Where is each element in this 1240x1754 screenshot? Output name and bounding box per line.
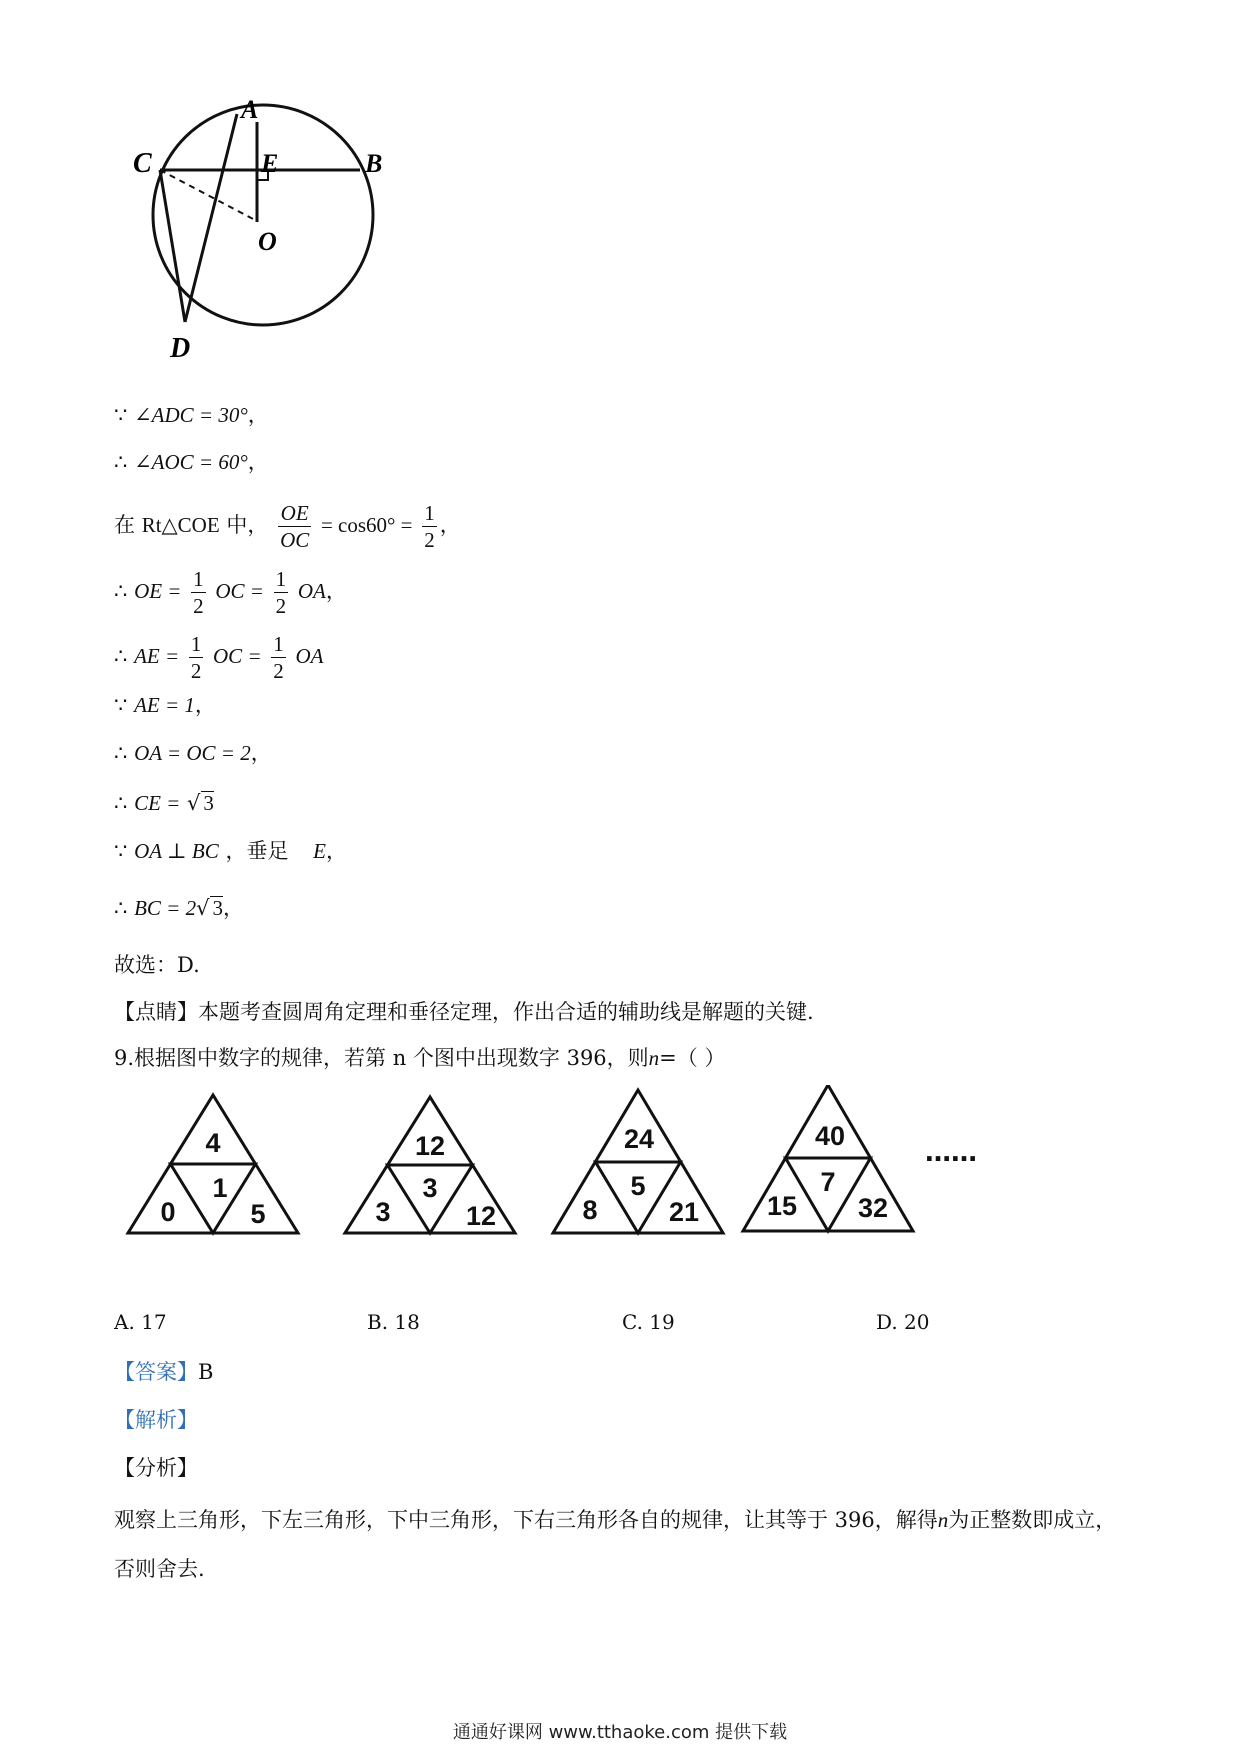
because-symbol: ∵ xyxy=(114,839,128,863)
math-expression: OA xyxy=(295,644,324,668)
punctuation: ， xyxy=(250,741,272,765)
triangle-1-left: 0 xyxy=(160,1197,176,1227)
triangle-pattern-figure xyxy=(125,1085,1015,1245)
solution-line-1 xyxy=(114,400,269,430)
triangle-4-left: 15 xyxy=(766,1191,798,1221)
triangle-1-center: 1 xyxy=(212,1173,228,1203)
fenxi-text-line-2 xyxy=(114,1554,205,1584)
triangle-1-right: 5 xyxy=(250,1199,266,1229)
punctuation: ， xyxy=(439,513,461,537)
solution-line-5 xyxy=(114,628,323,684)
triangle-4-top: 40 xyxy=(814,1121,846,1151)
therefore-symbol: ∴ xyxy=(114,579,128,603)
fraction-denominator: 2 xyxy=(275,594,287,618)
option-a[interactable]: A. 17 xyxy=(114,1310,167,1334)
fraction-denominator: 2 xyxy=(273,659,284,683)
therefore-symbol: ∴ xyxy=(114,791,128,815)
question-line xyxy=(114,1043,725,1073)
label-b: B xyxy=(365,149,383,178)
triangle-3-top: 24 xyxy=(623,1124,655,1154)
fenxi-heading-line xyxy=(114,1453,198,1483)
solution-line-7 xyxy=(114,738,272,768)
punctuation: ， xyxy=(325,579,347,603)
segment-ad xyxy=(185,114,237,322)
math-expression: ∠ADC = 30° xyxy=(134,403,248,427)
math-expression: OA ⊥ BC xyxy=(134,839,219,863)
triangle-figure-4 xyxy=(743,1085,913,1231)
text-prefix: 在 xyxy=(114,513,135,537)
label-c: C xyxy=(133,148,152,179)
analysis-tag: 【解析】 xyxy=(114,1408,198,1432)
solution-line-10 xyxy=(114,893,244,923)
footer-text: 通通好课网 www.tthaoke.com 提供下载 xyxy=(452,1722,788,1743)
punctuation: ， xyxy=(325,839,347,863)
triangle-2-left: 3 xyxy=(375,1197,391,1227)
fraction-numerator: OE xyxy=(278,500,311,527)
triangle-figure-1 xyxy=(128,1095,298,1233)
math-expression: = cos60° = xyxy=(320,513,413,537)
math-expression: BC = 2 xyxy=(134,896,197,920)
fraction-denominator: OC xyxy=(280,528,310,552)
page-footer xyxy=(0,1718,1240,1744)
triangle-figure-3 xyxy=(553,1090,723,1233)
punctuation: ， xyxy=(247,403,269,427)
therefore-symbol: ∴ xyxy=(114,450,128,474)
math-expression: OE = xyxy=(134,579,182,603)
sqrt-symbol: √ xyxy=(187,791,201,815)
triangle-3-center: 5 xyxy=(630,1171,646,1201)
sqrt-symbol: √ xyxy=(196,896,210,920)
fraction-numerator: 1 xyxy=(190,632,202,656)
math-expression: CE = xyxy=(134,791,181,815)
option-d[interactable]: D. 20 xyxy=(876,1310,930,1334)
sqrt-radicand: 3 xyxy=(203,791,214,815)
segment-co-dashed xyxy=(160,170,255,220)
fraction-denominator: 2 xyxy=(193,594,204,618)
triangle-3-right: 21 xyxy=(668,1197,700,1227)
therefore-symbol: ∴ xyxy=(114,644,128,668)
text-mid: 中， xyxy=(226,513,269,537)
fraction-numerator: 1 xyxy=(273,632,284,656)
fraction-one-half xyxy=(271,631,286,684)
triangle-3-left: 8 xyxy=(582,1195,598,1225)
fraction-one-half xyxy=(274,566,289,619)
fenxi-text: 否则舍去. xyxy=(114,1557,205,1581)
because-symbol: ∵ xyxy=(114,693,128,717)
math-expression: OC = xyxy=(215,579,264,603)
solution-line-3 xyxy=(114,497,461,553)
fraction-one-half xyxy=(191,566,206,619)
therefore-symbol: ∴ xyxy=(114,896,128,920)
solution-line-9 xyxy=(114,836,347,866)
fenxi-text-line-1 xyxy=(114,1505,1116,1535)
label-o: O xyxy=(258,227,277,256)
triangle-2-top: 12 xyxy=(414,1131,446,1161)
triangle-2-right: 12 xyxy=(465,1201,497,1231)
option-b[interactable]: B. 18 xyxy=(367,1310,420,1334)
ellipsis: …… xyxy=(925,1138,977,1168)
fenxi-text: 观察上三角形，下左三角形，下中三角形，下右三角形各自的规律，让其等于 396，解得 xyxy=(114,1508,938,1532)
solution-line-2 xyxy=(114,447,269,477)
question-tail: =（ ） xyxy=(659,1046,726,1070)
fraction-numerator: 1 xyxy=(193,567,204,591)
choice-text: 故选：D. xyxy=(114,953,200,977)
segment-cd xyxy=(160,170,185,322)
answer-line xyxy=(114,1357,213,1387)
math-expression: OA = OC = 2 xyxy=(134,741,251,765)
solution-line-8 xyxy=(114,788,214,818)
sqrt-radicand: 3 xyxy=(212,896,223,920)
triangle-2-center: 3 xyxy=(422,1173,438,1203)
comment-line xyxy=(114,997,814,1027)
math-variable: n xyxy=(937,1508,949,1532)
triangle-4-center: 7 xyxy=(820,1167,836,1197)
question-text: 9.根据图中数字的规律，若第 n 个图中出现数字 396，则 xyxy=(114,1046,649,1070)
math-variable: n xyxy=(648,1046,660,1070)
label-a: A xyxy=(241,100,259,124)
math-expression: ∠AOC = 60° xyxy=(134,450,248,474)
fraction-numerator: 1 xyxy=(424,501,435,525)
math-variable: E xyxy=(313,839,326,863)
circle-figure xyxy=(125,100,405,370)
math-expression: OC = xyxy=(213,644,262,668)
therefore-symbol: ∴ xyxy=(114,741,128,765)
because-symbol: ∵ xyxy=(114,403,128,427)
fraction-numerator: 1 xyxy=(275,567,287,591)
punctuation: ， xyxy=(247,450,269,474)
text-mid: ，垂足 xyxy=(225,839,289,863)
label-e: E xyxy=(261,149,279,178)
triangle-4-right: 32 xyxy=(857,1193,889,1223)
fraction-one-half xyxy=(422,500,437,553)
fraction-oe-oc xyxy=(278,500,311,553)
circle xyxy=(153,105,373,325)
punctuation: ， xyxy=(222,896,244,920)
math-expression: AE = 1 xyxy=(134,693,195,717)
math-expression: OA xyxy=(297,579,326,603)
math-expression: AE = xyxy=(134,644,180,668)
punctuation: ， xyxy=(194,693,216,717)
option-c[interactable]: C. 19 xyxy=(622,1310,675,1334)
fenxi-text: 为正整数即成立， xyxy=(948,1508,1117,1532)
triangle-name: Rt△COE xyxy=(141,513,220,537)
triangle-1-top: 4 xyxy=(205,1128,221,1158)
answer-tag: 【答案】 xyxy=(114,1360,198,1384)
solution-line-6 xyxy=(114,690,216,720)
label-d: D xyxy=(170,333,191,364)
fraction-denominator: 2 xyxy=(424,528,435,552)
fenxi-tag: 【分析】 xyxy=(114,1456,198,1480)
fraction-one-half xyxy=(189,631,204,684)
comment-text: 【点睛】本题考查圆周角定理和垂径定理，作出合适的辅助线是解题的关键. xyxy=(114,1000,814,1024)
choice-line xyxy=(114,950,200,980)
analysis-line xyxy=(114,1405,198,1435)
triangle-figure-2 xyxy=(345,1097,515,1233)
fraction-denominator: 2 xyxy=(190,659,202,683)
solution-line-4 xyxy=(114,563,347,619)
answer-value: B xyxy=(198,1360,214,1384)
